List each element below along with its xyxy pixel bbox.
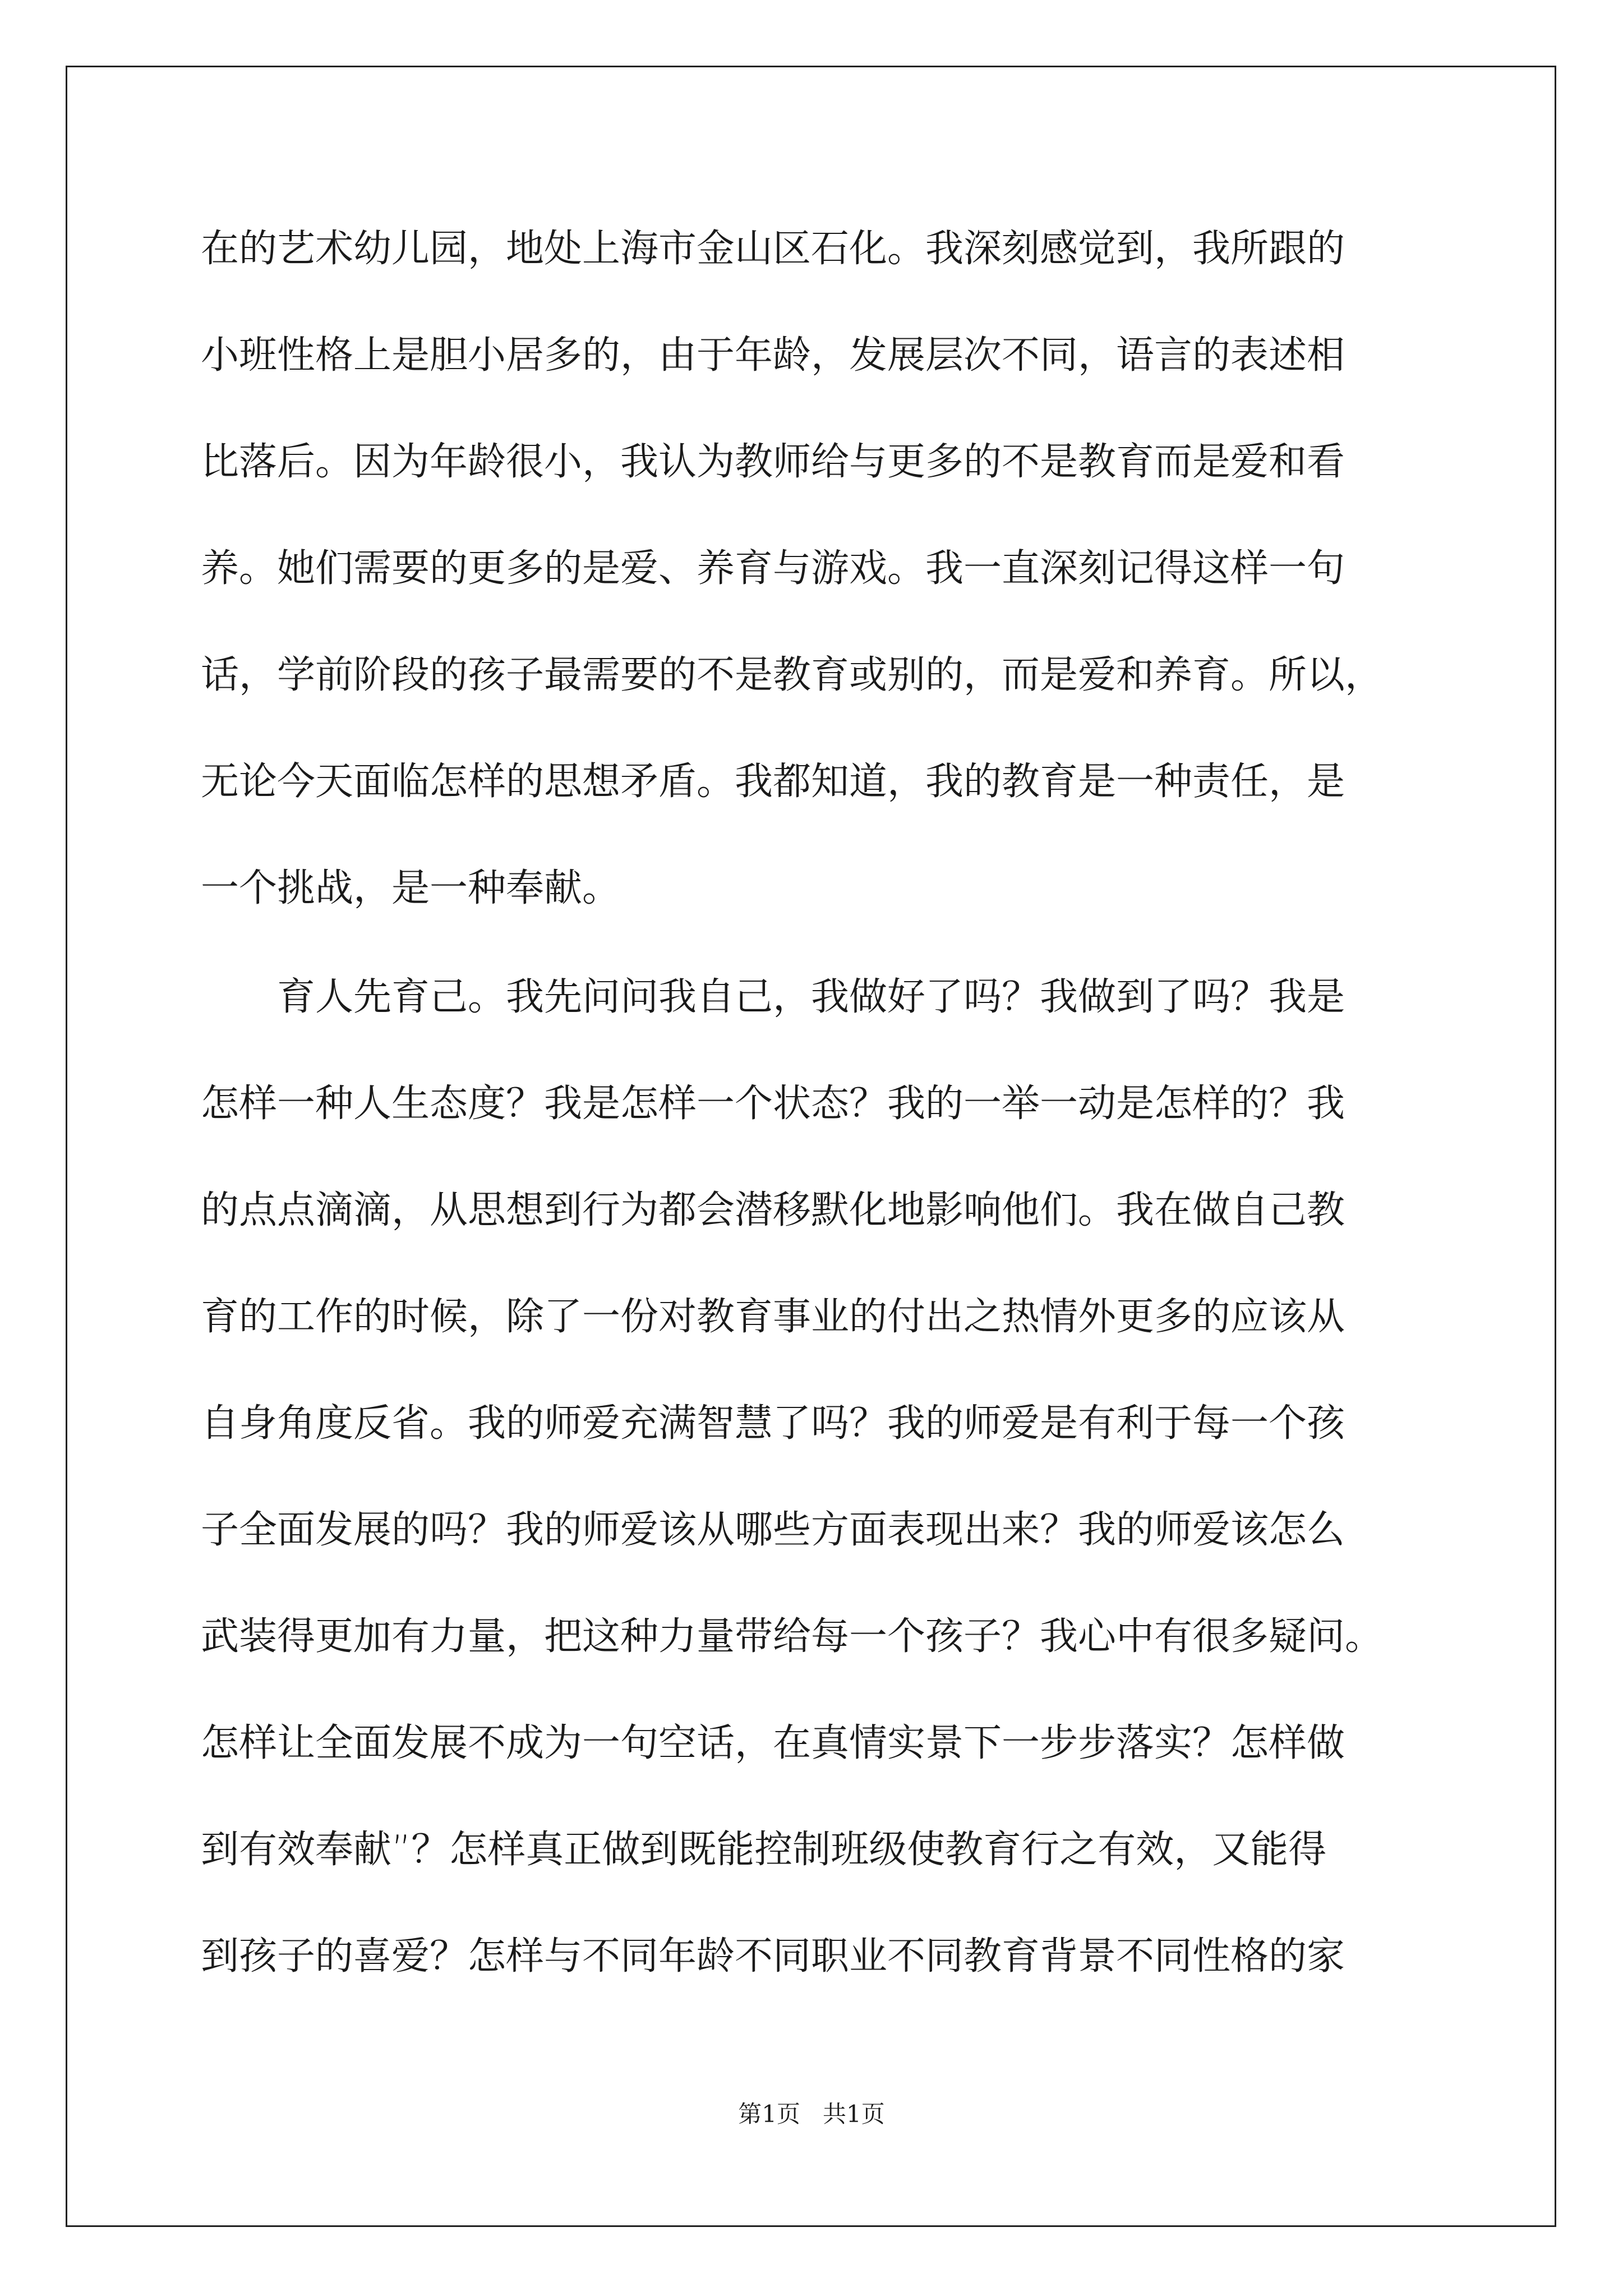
- text-line: 怎样让全面发展不成为一句空话，在真情实景下一步步落实？怎样做: [201, 1721, 1345, 1765]
- text-line: 无论今天面临怎样的思想矛盾。我都知道，我的教育是一种责任，是: [201, 760, 1345, 804]
- text-line: 小班性格上是胆小居多的，由于年龄，发展层次不同，语言的表述相: [201, 333, 1345, 378]
- text-line: 怎样一种人生态度？我是怎样一个状态？我的一举一动是怎样的？我: [201, 1082, 1345, 1126]
- page-number: 第1页: [738, 2100, 800, 2128]
- text-line: 话，学前阶段的孩子最需要的不是教育或别的，而是爱和养育。所以，: [201, 653, 1384, 697]
- text-line: 自身角度反省。我的师爱充满智慧了吗？我的师爱是有利于每一个孩: [201, 1401, 1345, 1446]
- text-line: 养。她们需要的更多的是爱、养育与游戏。我一直深刻记得这样一句: [201, 546, 1345, 591]
- text-line: 到孩子的喜爱？怎样与不同年龄不同职业不同教育背景不同性格的家: [201, 1934, 1345, 1978]
- text-line: 子全面发展的吗？我的师爱该从哪些方面表现出来？我的师爱该怎么: [201, 1508, 1345, 1552]
- text-line: 育人先育己。我先问问我自己，我做好了吗？我做到了吗？我是: [201, 975, 1345, 1019]
- text-line: 育的工作的时候，除了一份对教育事业的付出之热情外更多的应该从: [201, 1295, 1345, 1339]
- text-line: 在的艺术幼儿园，地处上海市金山区石化。我深刻感觉到，我所跟的: [201, 227, 1345, 271]
- text-line: 的点点滴滴，从思想到行为都会潜移默化地影响他们。我在做自己教: [201, 1188, 1345, 1232]
- page-total: 共1页: [823, 2100, 885, 2128]
- text-line: 一个挑战，是一种奉献。: [201, 866, 621, 910]
- text-line: 到有效奉献”？怎样真正做到既能控制班级使教育行之有效，又能得: [201, 1828, 1327, 1872]
- page-footer: [0, 2102, 1623, 2126]
- text-line: 武装得更加有力量，把这种力量带给每一个孩子？我心中有很多疑问。: [201, 1614, 1384, 1659]
- page-frame: [66, 66, 1556, 2227]
- text-line: 比落后。因为年龄很小，我认为教师给与更多的不是教育而是爱和看: [201, 440, 1345, 484]
